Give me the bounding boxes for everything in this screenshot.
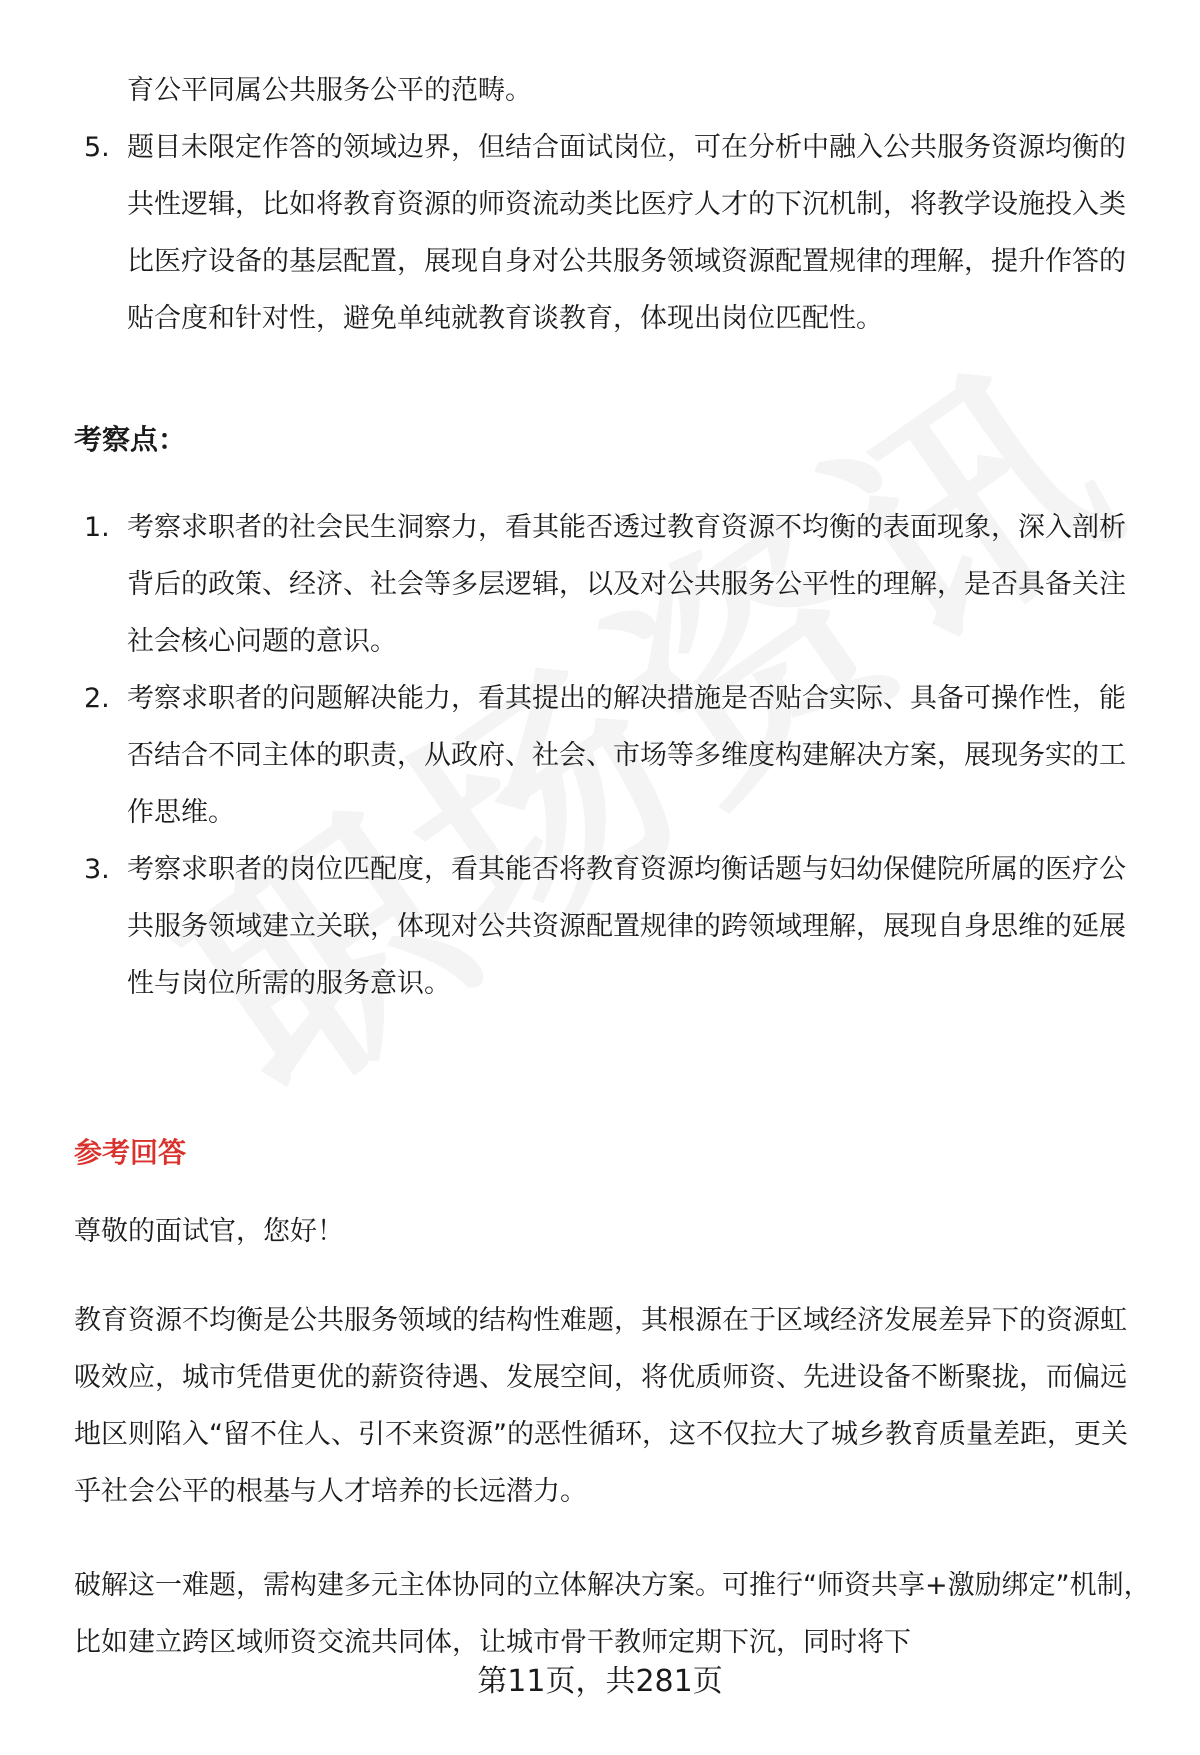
previous-item-tail: 育公平同属公共服务公平的范畴。 [127,75,532,106]
list-item-number: 1. [84,512,110,543]
list-item [0,841,1200,1012]
list-item-number: 5. [84,132,110,163]
list-item [0,119,1200,347]
greeting: 尊敬的面试官，您好！ [74,1216,344,1247]
reference-answer-heading: 参考回答 [74,1136,187,1169]
answer-paragraph-1: 教育资源不均衡是公共服务领域的结构性难题，其根源在于区域经济发展差异下的资源虹吸效应，城市凭借更优的薪资待遇、发展空间，将优质师资、先进设备不断聚拢，而偏远地区则陷入“留不住人、引不来资源”的恶性循环，这不仅拉大了城乡教育质量差距，更关乎社会公平的根基与人才培养的长远潜力。 [74,1305,1128,1507]
list-item-number: 2. [84,683,110,714]
assessment-heading: 考察点： [74,423,187,456]
list-item-text: 题目未限定作答的领域边界，但结合面试岗位，可在分析中融入公共服务资源均衡的共性逻辑，比如将教育资源的师资流动类比医疗人才的下沉机制，将教学设施投入类比医疗设备的基层配置，展现自身对公共服务领域资源配置规律的理解，提升作答的贴合度和针对性，避免单纯就教育谈教育，体现出岗位匹配性。 [127,132,1126,334]
list-item-text: 考察求职者的岗位匹配度，看其能否将教育资源均衡话题与妇幼保健院所属的医疗公共服务领域建立关联，体现对公共资源配置规律的跨领域理解，展现自身思维的延展性与岗位所需的服务意识。 [127,854,1126,999]
notes-list [0,119,1200,347]
page-number: 第11页，共281页 [477,1664,723,1699]
list-item-number: 3. [84,854,110,885]
list-item-text: 考察求职者的问题解决能力，看其提出的解决措施是否贴合实际、具备可操作性，能否结合不同主体的职责，从政府、社会、市场等多维度构建解决方案，展现务实的工作思维。 [127,683,1126,828]
list-item-text: 考察求职者的社会民生洞察力，看其能否透过教育资源不均衡的表面现象，深入剖析背后的政策、经济、社会等多层逻辑，以及对公共服务公平性的理解，是否具备关注社会核心问题的意识。 [127,512,1126,657]
list-item [0,499,1200,670]
list-item [0,670,1200,841]
answer-paragraph-2: 破解这一难题，需构建多元主体协同的立体解决方案。可推行“师资共享+激励绑定”机制，比如建立跨区域师资交流共同体，让城市骨干教师定期下沉，同时将下 [74,1570,1151,1658]
assessment-list [0,499,1200,1012]
